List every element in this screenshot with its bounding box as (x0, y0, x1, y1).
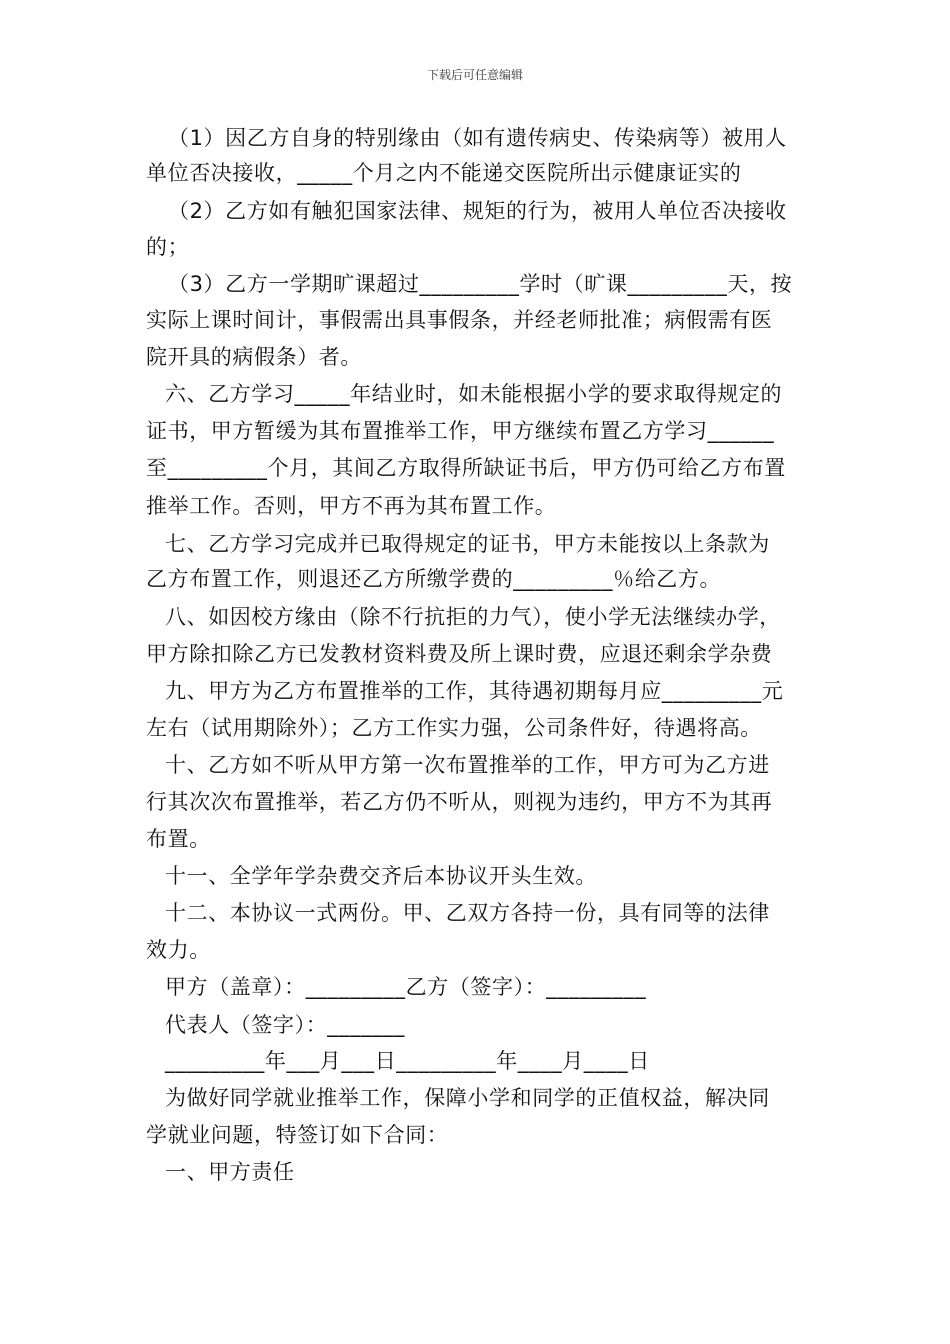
signature-line-representative: 代表人（签字）：_______ (165, 1013, 405, 1037)
text-line: 七、乙方学习完成并已取得规定的证书，甲方未能按以上条款为 (165, 532, 770, 556)
text-line: 学就业问题，特签订如下合同： (146, 1123, 449, 1147)
text-line: （3）乙方一学期旷课超过_________学时（旷课_________天，按 (168, 272, 793, 296)
text-line: 八、如因校方缘由（除不行抗拒的力气），使小学无法继续办学， (165, 605, 781, 629)
text-line: 推举工作。否则，甲方不再为其布置工作。 (146, 494, 557, 518)
text-line: 乙方布置工作，则退还乙方所缴学费的_________％给乙方。 (146, 567, 722, 591)
text-line: （1）因乙方自身的特别缘由（如有遗传病史、传染病等）被用人 (168, 126, 787, 150)
text-line: 甲方除扣除乙方已发教材资料费及所上课时费，应退还剩余学杂费 (146, 642, 773, 666)
text-line: 证书，甲方暂缓为其布置推举工作，甲方继续布置乙方学习______ (146, 419, 775, 443)
text-line: 的； (146, 235, 190, 259)
section-heading: 一、甲方责任 (165, 1160, 295, 1184)
text-line: （2）乙方如有触犯国家法律、规矩的行为，被用人单位否决接收 (168, 199, 787, 223)
signature-line-parties: 甲方（盖章）：_________乙方（签字）：_________ (165, 975, 647, 999)
signature-line-dates: _________年___月___日_________年____月____日 (165, 1049, 650, 1073)
text-line: 十、乙方如不听从甲方第一次布置推举的工作，甲方可为乙方进 (165, 753, 770, 777)
text-line: 单位否决接收，_____个月之内不能递交医院所出示健康证实的 (146, 161, 742, 185)
text-line: 效力。 (146, 938, 211, 962)
text-line: 为做好同学就业推举工作，保障小学和同学的正值权益，解决同 (165, 1086, 770, 1110)
text-line: 至_________个月，其间乙方取得所缺证书后，甲方仍可给乙方布置 (146, 456, 786, 480)
text-line: 十二、本协议一式两份。甲、乙双方各持一份，具有同等的法律 (165, 901, 770, 925)
text-line: 布置。 (146, 827, 211, 851)
text-line: 六、乙方学习_____年结业时，如未能根据小学的要求取得规定的 (165, 382, 783, 406)
page-header: 下载后可任意编辑 (426, 68, 523, 82)
text-line: 九、甲方为乙方布置推举的工作，其待遇初期每月应_________元 (165, 679, 784, 703)
text-line: 实际上课时间计，事假需出具事假条，并经老师批准；病假需有医 (146, 308, 773, 332)
text-line: 十一、全学年学杂费交齐后本协议开头生效。 (165, 864, 597, 888)
text-line: 院开具的病假条）者。 (146, 345, 362, 369)
text-line: 左右（试用期除外）；乙方工作实力强，公司条件好，待遇将高。 (146, 716, 762, 740)
text-line: 行其次次布置推举，若乙方仍不听从，则视为违约，甲方不为其再 (146, 790, 773, 814)
